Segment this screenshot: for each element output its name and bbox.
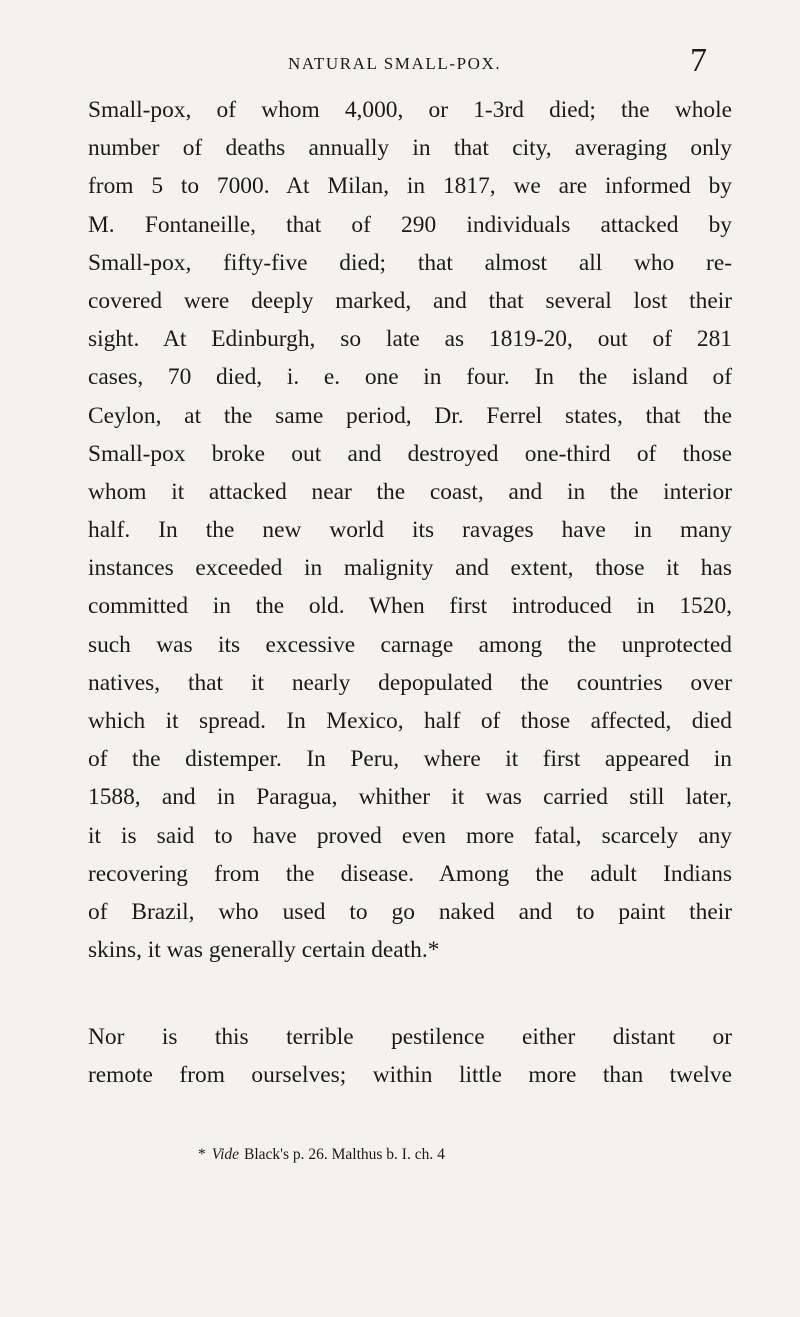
text-line: such was its excessive carnage among the unprotected [88, 631, 732, 658]
text-line: remote from ourselves; within little more than twelve [88, 1062, 732, 1089]
text-line: M. Fontaneille, that of 290 individuals attacked by [88, 211, 732, 238]
running-head [0, 42, 800, 80]
text-line: instances exceeded in malignity and extent, those it has [88, 555, 732, 582]
text-line: from 5 to 7000. At Milan, in 1817, we are informed by [88, 173, 732, 200]
text-line: of Brazil, who used to go naked and to paint their [88, 898, 732, 925]
text-line: committed in the old. When first introduced in 1520, [88, 593, 732, 620]
page-number: 7 [690, 42, 707, 79]
paragraph-2 [88, 1018, 732, 1094]
text-line: it is said to have proved even more fatal, scarcely any [88, 822, 732, 849]
paragraph-1 [88, 91, 732, 969]
text-line: half. In the new world its ravages have in many [88, 517, 732, 544]
text-line: 1588, and in Paragua, whither it was carried still later, [88, 784, 732, 811]
text-line: number of deaths annually in that city, averaging only [88, 135, 732, 162]
text-line: which it spread. In Mexico, half of those affected, died [88, 708, 732, 734]
text-line: skins, it was generally certain death.* [88, 937, 440, 964]
footnote-mark: * [198, 1146, 206, 1163]
text-line: recovering from the disease. Among the adult Indians [88, 860, 732, 887]
text-line: Small-pox, fifty-five died; that almost all who re- [88, 249, 732, 276]
text-line: Small-pox broke out and destroyed one-third of those [88, 440, 732, 467]
text-line: natives, that it nearly depopulated the countries over [88, 669, 732, 696]
footnote-vide: Vide [211, 1146, 240, 1163]
text-line: Nor is this terrible pestilence either distant or [88, 1024, 732, 1050]
text-line: Ceylon, at the same period, Dr. Ferrel states, that the [88, 402, 732, 429]
text-line: covered were deeply marked, and that several lost their [88, 287, 732, 314]
text-line: cases, 70 died, i. e. one in four. In the island of [88, 364, 732, 391]
text-line: Small-pox, of whom 4,000, or 1-3rd died; the whole [88, 97, 732, 123]
text-line: whom it attacked near the coast, and in the interior [88, 478, 732, 505]
footnote [198, 1146, 445, 1164]
running-title: NATURAL SMALL-POX. [288, 54, 502, 73]
footnote-text: Black's p. 26. Malthus b. I. ch. 4 [244, 1146, 445, 1163]
text-line: sight. At Edinburgh, so late as 1819-20, out of 281 [88, 326, 732, 353]
text-line: of the distemper. In Peru, where it first appeared in [88, 746, 732, 773]
